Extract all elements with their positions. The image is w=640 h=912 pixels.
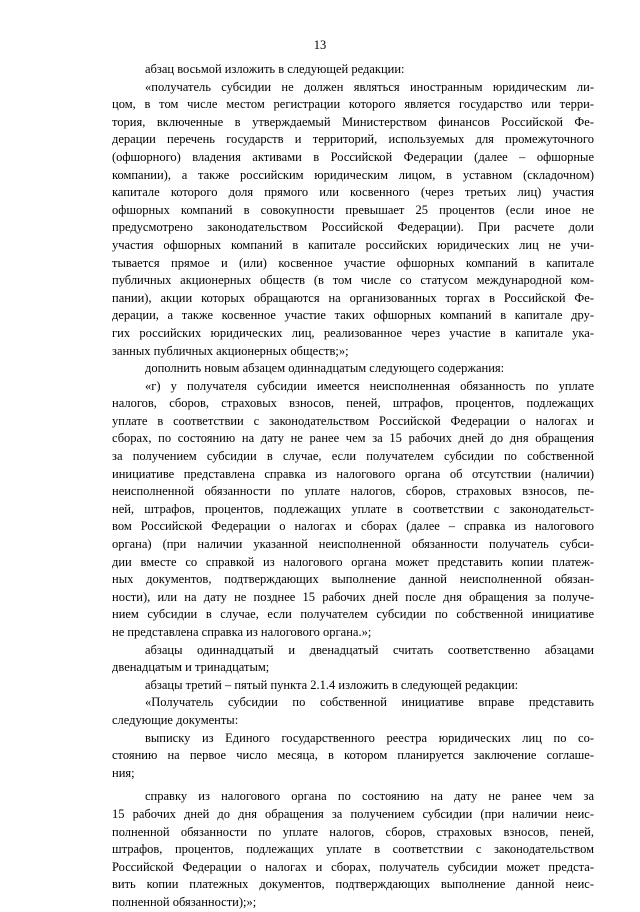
text-line: «г) у получателя субсидии имеется неисполненная обязанность по уплате: [145, 378, 594, 393]
text-line: абзац восьмой изложить в следующей редакции:: [145, 62, 405, 76]
text-line: дополнить новым абзацем одиннадцатым следующего содержания:: [145, 361, 505, 376]
text-line: полненной обязанности);»;: [112, 894, 257, 909]
text-line: абзацы третий – пятый пункта 2.1.4 изложить в следующей редакции:: [145, 677, 519, 692]
text-line: ных документов, подтверждающих выполнение данной неисполненной обязан-: [112, 572, 594, 587]
text-line: цом, в том числе местом регистрации которого является государство или терри-: [112, 97, 594, 112]
text-line: абзацы одиннадцатый и двенадцатый считать соответственно абзацами: [145, 642, 594, 657]
text-line: ней, штрафов, процентов, подлежащих уплате в соответствии с законодательст-: [112, 501, 594, 516]
text-line: за получением субсидии в случае, если получателем субсидии по собственной: [112, 449, 594, 464]
text-line: ния;: [112, 765, 135, 780]
text-line: следующие документы:: [112, 712, 239, 727]
text-line: инициативе представлена справка из налогового органа об отсутствии (наличии): [112, 466, 594, 481]
text-line: штрафов, процентов, подлежащих уплате в соответствии с законодательством: [112, 842, 594, 857]
text-line: уплате в соответствии с законодательством Российской Федерации о налогах и: [112, 413, 594, 428]
text-line: налогов, сборов, страховых взносов, пеней, штрафов, процентов, подлежащих: [112, 396, 594, 411]
text-line: предусмотрено законодательством Российской Федерации). При расчете доли: [112, 220, 594, 235]
text-line: вить копии платежных документов, подтверждающих выполнение данной неис-: [112, 877, 594, 892]
text-line: органа) (при наличии указанной неисполненной обязанности получатель субси-: [112, 537, 594, 552]
text-line: дии вместе со справкой из налогового органа может представить копии платеж-: [112, 554, 594, 569]
text-line: вом Российской Федерации о налогах и сборах (далее – справка из налогового: [112, 519, 594, 534]
text-line: тывается прямое и (или) косвенное участие офшорных компаний в капитале: [112, 255, 594, 270]
text-line: участия офшорных компаний в капитале российских юридических лиц не учи-: [112, 237, 594, 252]
text-line: не представлена справка из налогового органа.»;: [112, 625, 372, 639]
text-line: дерации, а также косвенное участие таких офшорных компаний в капитале дру-: [112, 308, 594, 323]
text-line: (офшорного) владения активами в Российской Федерации (далее – офшорные: [112, 149, 594, 164]
text-line: полненной обязанности по уплате налогов, сборов, страховых взносов, пеней,: [112, 824, 594, 839]
text-line: тория, включенные в утверждаемый Министерством финансов Российской Фе-: [112, 114, 594, 129]
text-line: публичных акционерных обществ (в том числе со статусом международной ком-: [112, 273, 594, 288]
text-line: ности), или на дату не позднее 15 рабочих дней после дня обращения за получе-: [112, 589, 594, 604]
text-line: гих российских юридических лиц, реализованное через участие в капитале ука-: [112, 325, 594, 340]
text-line: дерации перечень государств и территорий, используемых для промежуточного: [112, 132, 594, 147]
text-line: Российской Федерации о налогах и сборах, получатель субсидии может предста-: [112, 859, 594, 874]
page-number: 13: [313, 38, 327, 52]
text-line: офшорных компаний в совокупности превышает 25 процентов (если иное не: [112, 202, 594, 217]
text-line: пании), акции которых обращаются на организованных торгах в Российской Фе-: [112, 290, 594, 305]
text-line: нием субсидии в случае, если получателем субсидии по собственной инициативе: [112, 607, 594, 622]
text-line: двенадцатым и тринадцатым;: [112, 660, 270, 675]
text-line: «Получатель субсидии по собственной инициативе вправе представить: [145, 695, 594, 710]
text-line: занных публичных акционерных обществ;»;: [112, 343, 349, 358]
text-line: капитале которого доля прямого или косвенного (через третьих лиц) участия: [112, 185, 594, 200]
text-line: выписку из Единого государственного реестра юридических лиц по со-: [145, 730, 594, 745]
text-line: «получатель субсидии не должен являться иностранным юридическим ли-: [145, 79, 594, 94]
text-line: неисполненной обязанности по уплате налогов, сборов, страховых взносов, пе-: [112, 484, 594, 499]
text-line: справку из налогового органа по состоянию на дату не ранее чем за: [145, 789, 594, 804]
text-line: сборах, по состоянию на дату не ранее чем за 15 рабочих дней до дня обращения: [112, 431, 594, 446]
text-line: компании), а также российским юридическим лицом, в уставном (складочном): [112, 167, 594, 182]
text-line: 15 рабочих дней до дня обращения за получением субсидии (при наличии неис-: [112, 806, 594, 821]
document-body: [112, 61, 594, 912]
text-line: стоянию на первое число месяца, в котором планируется заключение соглаше-: [112, 748, 594, 763]
